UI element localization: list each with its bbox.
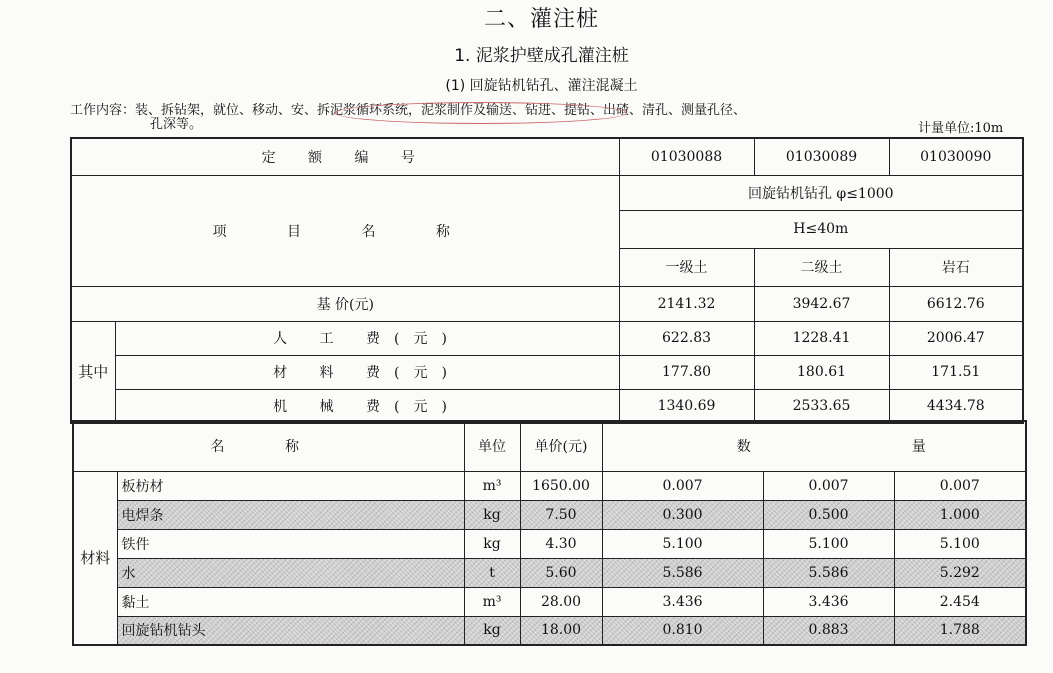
soil-type: 二级土 [754,248,889,286]
item-name-label: 项 目 名 称 [71,175,619,286]
base-price-row [71,286,1023,321]
breakdown-value: 1340.69 [619,389,754,423]
material-qty: 5.586 [602,558,763,587]
material-qty: 1.000 [894,500,1026,529]
breakdown-value: 177.80 [619,355,754,389]
quota-code: 01030090 [889,138,1023,175]
material-name: 水 [117,558,464,587]
quota-code: 01030089 [754,138,889,175]
work-content-line2: 孔深等。 [150,117,203,132]
material-qty: 0.810 [602,616,763,645]
material-qty: 5.100 [602,529,763,558]
material-qty: 0.007 [602,471,763,500]
breakdown-row [71,389,1023,423]
breakdown-label: 机 械 费(元) [115,389,619,423]
subsection-title: 1. 泥浆护壁成孔灌注桩 [454,46,629,66]
quota-header-table [70,137,1024,424]
material-unit: kg [464,529,520,558]
material-qty: 5.100 [894,529,1026,558]
breakdown-label: 人 工 费(元) [115,321,619,355]
base-price-value: 6612.76 [889,286,1023,321]
spec-row [71,175,1023,210]
material-name: 电焊条 [117,500,464,529]
material-name-header: 名 称 [73,421,464,471]
material-price: 18.00 [520,616,602,645]
section-title: 二、灌注桩 [483,7,599,32]
soil-type: 一级土 [619,248,754,286]
unit-price-header: 单价(元) [520,421,602,471]
material-qty: 0.007 [894,471,1026,500]
base-price-value: 3942.67 [754,286,889,321]
material-qty: 2.454 [894,587,1026,616]
materials-group-label: 材料 [73,471,117,645]
material-unit: t [464,558,520,587]
breakdown-value: 2533.65 [754,389,889,423]
item-title: (1) 回旋钻机钻孔、灌注混凝土 [445,78,638,94]
material-qty: 1.788 [894,616,1026,645]
measure-unit: 计量单位:10m [918,121,1004,136]
breakdown-value: 171.51 [889,355,1023,389]
material-qty: 3.436 [763,587,894,616]
material-row [73,616,1026,645]
material-row [73,500,1026,529]
material-qty: 5.100 [763,529,894,558]
soil-type: 岩石 [889,248,1023,286]
base-price-value: 2141.32 [619,286,754,321]
material-price: 5.60 [520,558,602,587]
breakdown-value: 1228.41 [754,321,889,355]
material-name: 黏土 [117,587,464,616]
breakdown-row [71,321,1023,355]
breakdown-label: 材 料 费(元) [115,355,619,389]
materials-header-row [73,421,1026,471]
breakdown-value: 622.83 [619,321,754,355]
spec-diameter: 回旋钻机钻孔 φ≤1000 [619,175,1023,210]
material-price: 1650.00 [520,471,602,500]
materials-table [72,420,1027,646]
material-price: 7.50 [520,500,602,529]
material-row [73,587,1026,616]
material-name: 板枋材 [117,471,464,500]
material-price: 4.30 [520,529,602,558]
breakdown-value: 2006.47 [889,321,1023,355]
material-qty: 5.292 [894,558,1026,587]
material-qty: 0.883 [763,616,894,645]
breakdown-row [71,355,1023,389]
material-qty: 3.436 [602,587,763,616]
material-qty: 0.500 [763,500,894,529]
material-name: 回旋钻机钻头 [117,616,464,645]
spec-depth: H≤40m [619,210,1023,248]
material-row [73,471,1026,500]
material-unit: m³ [464,587,520,616]
quantity-header [602,421,1026,471]
work-content-label: 工作内容： [70,103,136,118]
work-content-line1: 装、拆钻架，就位、移动、安、拆泥浆循环系统，泥浆制作及输送、钻进、提钻、出碴、清孔、测量孔径、 [135,103,747,118]
material-unit: kg [464,616,520,645]
material-price: 28.00 [520,587,602,616]
material-name: 铁件 [117,529,464,558]
quantity-header-part2: 量 [911,439,926,456]
material-row [73,529,1026,558]
material-unit: m³ [464,471,520,500]
annotation-circle [335,102,627,124]
base-price-label: 基 价(元) [71,286,619,321]
material-unit: kg [464,500,520,529]
quota-code-row [71,138,1023,175]
material-row [73,558,1026,587]
breakdown-value: 4434.78 [889,389,1023,423]
breakdown-value: 180.61 [754,355,889,389]
quota-code: 01030088 [619,138,754,175]
quota-code-label: 定 额 编 号 [71,138,619,175]
breakdown-group-label: 其中 [71,321,115,423]
material-qty: 5.586 [763,558,894,587]
quantity-header-part1: 数 [736,439,751,456]
unit-header: 单位 [464,421,520,471]
material-qty: 0.300 [602,500,763,529]
material-qty: 0.007 [763,471,894,500]
